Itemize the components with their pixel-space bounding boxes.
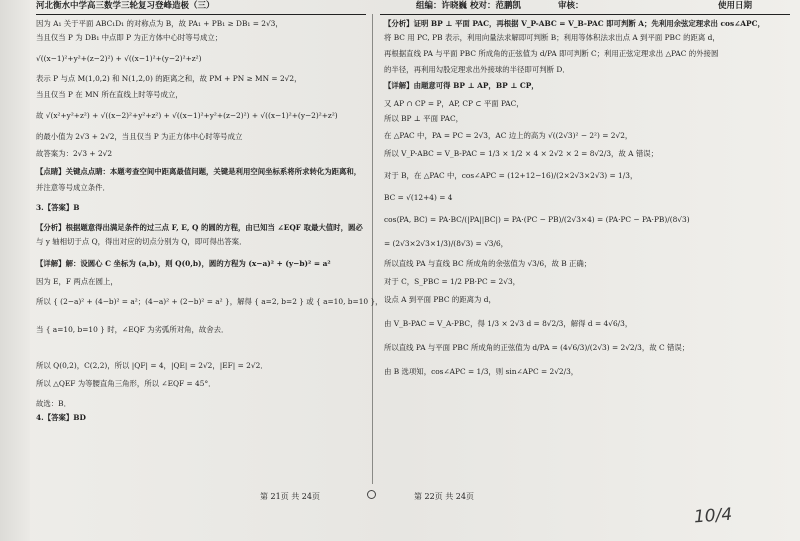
right-text-line: = (2√3×2√3×1/3)/(8√3) = √3/6， — [384, 239, 509, 248]
right-text-line: 对于 C，S_PBC = 1/2 PB·PC = 2√3， — [384, 277, 521, 286]
footer-page-left: 第 21页 共 24页 — [260, 492, 320, 501]
footer-page-right: 第 22页 共 24页 — [414, 492, 474, 501]
left-text-line: 当 { a=10, b=10 } 时，∠EQF 为劣弧所对角，故舍去． — [36, 325, 229, 334]
left-text-line: √((x−1)²+y²+(z−2)²) + √((x−1)²+(y−2)²+z²) — [36, 54, 202, 63]
left-text-line: 故选：B． — [36, 399, 71, 408]
binding-margin — [0, 0, 30, 541]
left-text-line: 故 √(x²+y²+z²) + √((x−2)²+y²+z²) + √((x−1)²+y²+(z−2)²) + √((x−1)²+(y−2)²+z²) — [36, 111, 338, 120]
right-text-line: BC = √(12+4) = 4 — [384, 193, 453, 202]
handwritten-signature: 10/4 — [693, 504, 733, 528]
left-text-line: 所以 { (2−a)² + (4−b)² = a²；(4−a)² + (2−b)² = a² }，解得 { a=2, b=2 } 或 { a=10, b=10 }， — [36, 297, 383, 306]
left-text-line: 所以 △QEF 为等腰直角三角形，所以 ∠EQF = 45°． — [36, 379, 216, 388]
right-text-line: 又 AP ∩ CP = P，AP, CP ⊂ 平面 PAC， — [384, 99, 524, 108]
right-text-line: 将 BC 用 PC, PB 表示，利用向量法求解即可判断 B；利用等体积法求出点 A 到平面 PBC 的距离 d， — [384, 33, 720, 42]
right-text-line: 由 V_B-PAC = V_A-PBC，得 1/3 × 2√3 d = 8√2/3，解得 d = 4√6/3， — [384, 319, 633, 328]
header-date-label: 使用日期 — [718, 1, 753, 11]
right-text-line: 对于 B，在 △PAC 中，cos∠APC = (12+12−16)/(2×2√3×2√3) = 1/3， — [384, 171, 638, 180]
header-reviewer: 审核： — [558, 1, 584, 11]
left-text-line: 因为 A₁ 关于平面 ABC₁D₁ 的对称点为 B，故 PA₁ + PB₁ ≥ DB₁ = 2√3， — [36, 19, 283, 28]
left-text-line: 所以 Q(0,2)，C(2,2)，所以 |QF| = 4，|QE| = 2√2，|EF| = 2√2． — [36, 361, 268, 370]
left-text-line: 故答案为：2√3 + 2√2 — [36, 149, 113, 158]
left-text-line: 与 y 轴相切于点 Q，得出对应的切点分别为 Q，即可得出答案． — [36, 237, 247, 246]
left-text-line: 因为 E，F 两点在圆上， — [36, 277, 118, 286]
header-title: 河北衡水中学高三数学三轮复习登峰造极（三） — [36, 1, 215, 11]
right-text-line: 设点 A 到平面 PBC 的距离为 d， — [384, 295, 496, 304]
binding-hole-icon — [367, 490, 376, 499]
header-left — [36, 0, 366, 15]
left-text-line: 表示 P 与点 M(1,0,2) 和 N(1,2,0) 的距离之和，故 PM + PN ≥ MN = 2√2， — [36, 74, 302, 83]
left-text-line: 当且仅当 P 在 MN 所在直线上时等号成立， — [36, 90, 183, 99]
left-text-line: 3.【答案】B — [36, 203, 80, 212]
header-editors: 组编：许晓巍 校对：范鹏凯 — [416, 1, 521, 11]
header-right — [380, 0, 790, 15]
right-text-line: 所以 V_P-ABC = V_B-PAC = 1/3 × 1/2 × 4 × 2√2 × 2 = 8√2/3，故 A 错误； — [384, 149, 659, 158]
left-text-line: 并注意等号成立条件． — [36, 183, 110, 192]
right-text-line: 所以 BP ⊥ 平面 PAC， — [384, 114, 463, 123]
column-divider — [372, 14, 373, 484]
right-text-line: cos⟨PA, BC⟩ = PA·BC/(|PA||BC|) = PA·(PC − PB)/(2√3×4) = (PA·PC − PA·PB)/(8√3) — [384, 215, 690, 224]
right-text-line: 【详解】由题意可得 BP ⊥ AP，BP ⊥ CP， — [384, 81, 539, 90]
left-text-line: 的最小值为 2√3 + 2√2，当且仅当 P 为正方体中心时等号成立 — [36, 132, 243, 141]
left-text-line: 当且仅当 P 为 DB₁ 中点即 P 为正方体中心时等号成立； — [36, 33, 223, 42]
right-text-line: 【分析】证明 BP ⊥ 平面 PAC，再根据 V_P-ABC = V_B-PAC 即可判断 A；先利用余弦定理求出 cos∠APC， — [384, 19, 765, 28]
left-text-line: 【详解】解：设圆心 C 坐标为 (a,b)，则 Q(0,b)，圆的方程为 (x−a)² + (y−b)² = a² — [36, 259, 331, 268]
right-text-line: 所以直线 PA 与直线 BC 所成角的余弦值为 √3/6，故 B 正确； — [384, 259, 592, 268]
left-text-line: 【分析】根据题意得出满足条件的过三点 F, E, Q 的圆的方程，由已知当 ∠EQF 取最大值时，圆必 — [36, 223, 363, 232]
right-text-line: 所以直线 PA 与平面 PBC 所成角的正弦值为 d/PA = (4√6/3)/(2√3) = 2√2/3，故 C 错误； — [384, 343, 690, 352]
right-text-line: 由 B 选项知，cos∠APC = 1/3，则 sin∠APC = 2√2/3， — [384, 367, 579, 376]
right-text-line: 的半径，再利用勾股定理求出外接球的半径即可判断 D． — [384, 65, 570, 74]
left-text-line: 4.【答案】BD — [36, 413, 86, 422]
right-text-line: 在 △PAC 中，PA = PC = 2√3，AC 边上的高为 √((2√3)² − 2²) = 2√2， — [384, 131, 633, 140]
left-text-line: 【点睛】关键点点睛：本题考查空间中距离最值问题，关键是利用空间坐标系将所求转化为距离和， — [36, 167, 362, 176]
right-text-line: 再根据直线 PA 与平面 PBC 所成角的正弦值为 d/PA 即可判断 C；利用正弦定理求出 △PAC 的外接圆 — [384, 49, 719, 58]
